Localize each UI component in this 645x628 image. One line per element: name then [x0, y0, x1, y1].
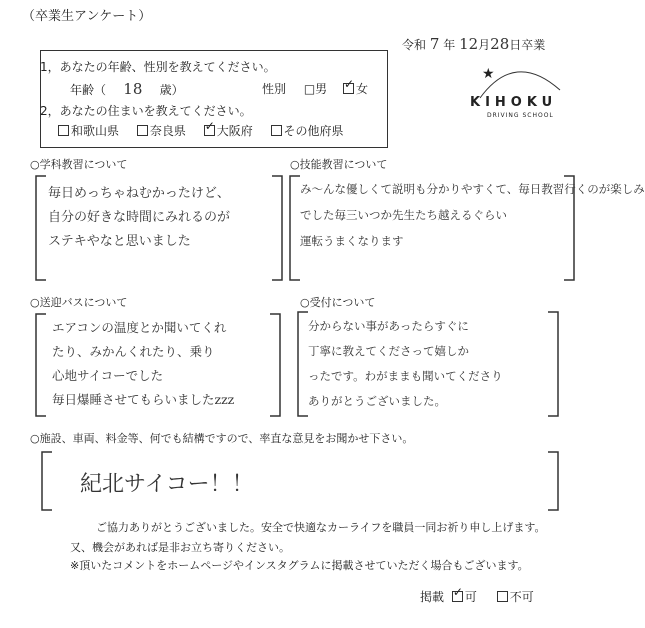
graduation-date [402, 37, 545, 52]
male-option[interactable]: □男 [303, 82, 328, 96]
facility-label: ○施設、車両、料金等、何でも結構ですので、率直な意見をお聞かせ下さい。 [30, 432, 414, 445]
publish-ng-label: 不可 [509, 590, 534, 604]
day-value: 28 [490, 35, 510, 53]
female-checkbox[interactable] [343, 83, 354, 94]
nara-checkbox[interactable] [137, 125, 148, 136]
option-nara: 奈良県 [149, 124, 186, 138]
bus-comment: エアコンの温度とか聞いてくれ たり、みかんくれたり、乗り 心地サイコーでした 毎日爆睡させてもらいましたzzz [52, 320, 235, 407]
reception-comment: 分からない事があったらすぐに 丁寧に教えてくださって嬉しか ったです。わがままも聞いてくださり ありがとうございました。 [308, 319, 503, 408]
thanks-text: ご協力ありがとうございました。安全で快適なカーライフを職員一同お祈り申し上げます。 [96, 521, 546, 534]
publish-options [420, 590, 534, 604]
wakayama-checkbox[interactable] [58, 125, 69, 136]
residence-options [58, 124, 344, 138]
q1-label: 1，あなたの年齢、性別を教えてください。 [40, 60, 276, 74]
publish-ok-checkbox[interactable] [452, 591, 463, 602]
option-wakayama: 和歌山県 [71, 124, 120, 138]
publish-notice: ※頂いたコメントをホームページやインスタグラムに掲載させていただく場合もございます。 [70, 559, 529, 572]
bus-label: ○送迎バスについて [30, 296, 128, 309]
reception-label: ○受付について [300, 296, 376, 309]
era-label: 令和 [402, 38, 427, 52]
logo-subtitle: DRIVING SCHOOL [487, 112, 554, 119]
day-unit: 日卒業 [509, 38, 546, 52]
star-icon: ★ [482, 66, 495, 82]
age-label: 年齢（ [70, 83, 107, 97]
age-value: 18 [123, 80, 143, 98]
sex-row [262, 82, 368, 96]
publish-label: 掲載 [420, 590, 445, 604]
age-unit: 歳） [159, 83, 184, 97]
survey-title: （卒業生アンケート） [22, 9, 152, 24]
female-option: 女 [356, 82, 369, 96]
logo-name: KIHOKU [470, 95, 558, 110]
publish-ng-checkbox[interactable] [497, 591, 508, 602]
academic-label: ○学科教習について [30, 158, 128, 171]
academic-comment: 毎日めっちゃねむかったけど、 自分の好きな時間にみれるのが ステキやなと思いました [48, 186, 231, 249]
osaka-checkbox[interactable] [204, 125, 215, 136]
q2-label: 2，あなたの住まいを教えてください。 [40, 104, 252, 118]
other-checkbox[interactable] [271, 125, 282, 136]
month-unit: 月 [478, 38, 491, 52]
option-osaka: 大阪府 [216, 124, 253, 138]
month-value: 12 [459, 35, 479, 53]
practical-label: ○技能教習について [290, 158, 388, 171]
year-value: 7 [429, 35, 440, 53]
practical-comment: み～んな優しくて説明も分かりやすくて、毎日教習行くのが楽しみ でした毎三いつか先生たち越えるぐらい 運転うまくなります [300, 182, 645, 248]
facility-comment: 紀北サイコー！！ [80, 472, 254, 497]
visit-text: 又、機会があれば是非お立ち寄りください。 [70, 541, 290, 554]
option-other: その他府県 [283, 124, 344, 138]
age-row [70, 82, 184, 97]
year-unit: 年 [443, 38, 456, 52]
sex-label: 性別 [262, 82, 287, 96]
publish-ok-label: 可 [464, 590, 477, 604]
